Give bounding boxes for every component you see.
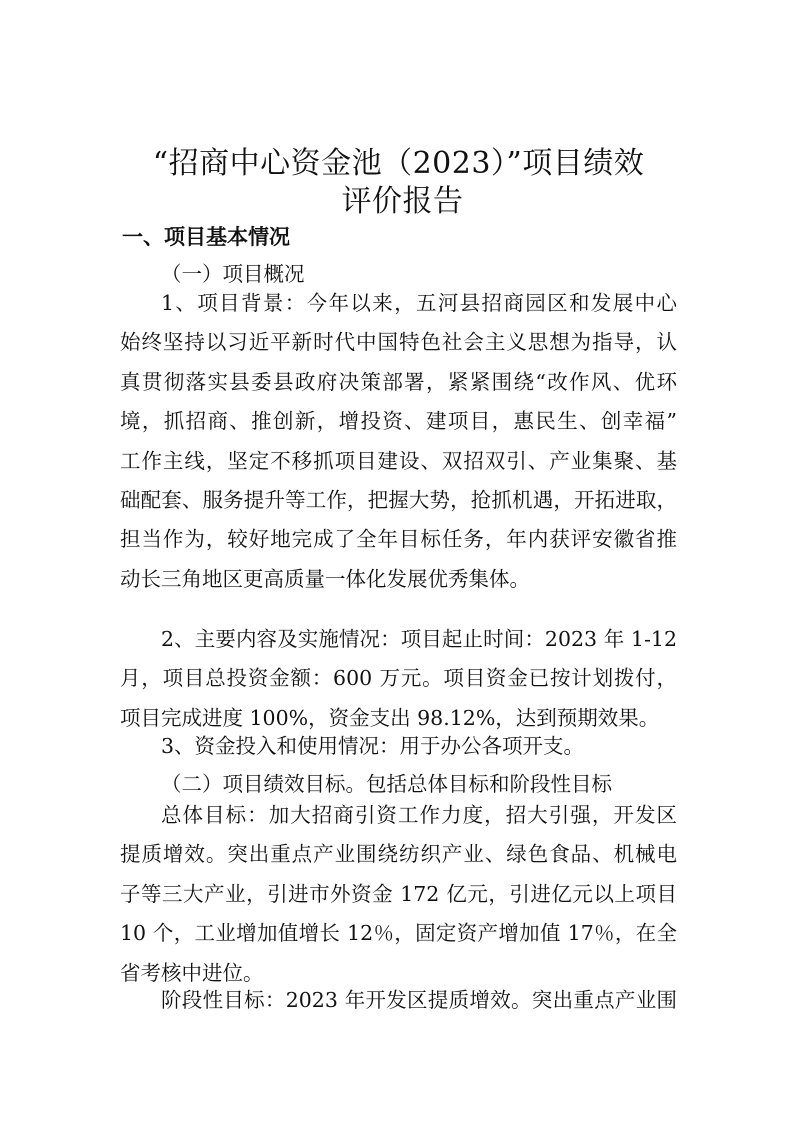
paragraph-line: 础配套、服务提升等工作，把握大势，抢抓机遇，开拓进取， <box>120 488 677 513</box>
subsection-heading-performance-goals: （二）项目绩效目标。包括总体目标和阶段性目标 <box>161 772 612 796</box>
paragraph-line: 2、主要内容及实施情况：项目起止时间：2023 年 1-12 <box>161 627 677 651</box>
section-heading-basic-info: 一、项目基本情况 <box>122 225 290 249</box>
paragraph-line: 担当作为，较好地完成了全年目标任务，年内获评安徽省推 <box>120 527 677 552</box>
paragraph-line: 1、项目背景：今年以来，五河县招商园区和发展中心 <box>161 291 677 315</box>
paragraph-line: 省考核中进位。 <box>120 960 264 985</box>
paragraph-line: 项目完成进度 100%，资金支出 98.12%，达到预期效果。 <box>120 705 660 730</box>
paragraph-line: 始终坚持以习近平新时代中国特色社会主义思想为指导，认 <box>120 330 677 355</box>
paragraph-overall-goal <box>120 796 677 993</box>
paragraph-line: 月，项目总投资金额：600 万元。项目资金已按计划拨付， <box>120 666 677 691</box>
subsection-heading-overview: （一）项目概况 <box>161 262 305 286</box>
report-title-line-1: “招商中心资金池（2023）”项目绩效 <box>152 146 645 181</box>
paragraph-line: 动长三角地区更高质量一体化发展优秀集体。 <box>120 566 530 591</box>
paragraph-line: 工作主线，坚定不移抓项目建设、双招双引、产业集聚、基 <box>120 448 677 473</box>
paragraph-stage-goal <box>120 981 677 1020</box>
paragraph-line: 3、资金投入和使用情况：用于办公各项开支。 <box>161 734 585 758</box>
paragraph-line: 真贯彻落实县委县政府决策部署，紧紧围绕“改作风、优环 <box>120 369 677 394</box>
paragraph-fund-usage <box>120 727 677 766</box>
paragraph-line: 总体目标：加大招商引资工作力度，招大引强，开发区 <box>161 803 677 827</box>
paragraph-main-content <box>120 620 677 738</box>
paragraph-line: 子等三大产业，引进市外资金 172 亿元，引进亿元以上项目 <box>120 881 677 906</box>
report-title-line-2: 评价报告 <box>341 184 464 219</box>
paragraph-line: 提质增效。突出重点产业围绕纺织产业、绿色食品、机械电 <box>120 842 677 867</box>
paragraph-line: 10 个，工业增加值增长 12％，固定资产增加值 17％，在全 <box>120 921 677 946</box>
paragraph-line: 阶段性目标：2023 年开发区提质增效。突出重点产业围 <box>161 988 677 1012</box>
paragraph-line: 境，抓招商、推创新，增投资、建项目，惠民生、创幸福” <box>120 409 677 434</box>
paragraph-project-background <box>120 284 677 599</box>
